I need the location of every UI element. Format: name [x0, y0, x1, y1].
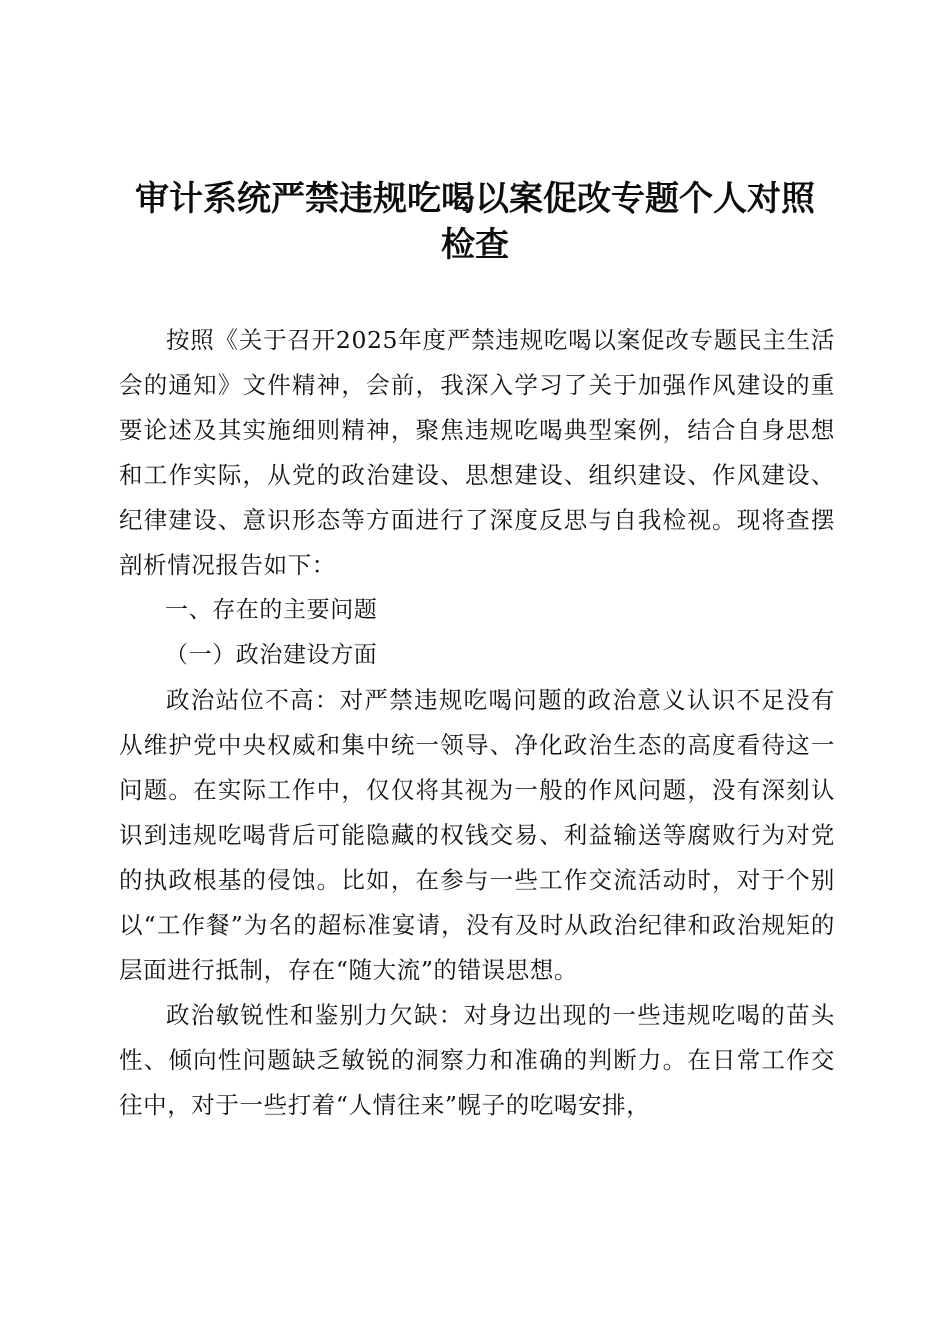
document-body	[119, 318, 835, 1128]
document-title	[110, 176, 840, 268]
body-paragraph-2: 政治敏锐性和鉴别力欠缺：对身边出现的一些违规吃喝的苗头性、倾向性问题缺乏敏锐的洞察力和准确的判断力。在日常工作交往中，对于一些打着“人情往来”幌子的吃喝安排，	[119, 1001, 835, 1119]
section-heading: 一、存在的主要问题	[165, 597, 378, 623]
subsection-heading: （一）政治建设方面	[165, 642, 378, 668]
body-paragraph-1: 政治站位不高：对严禁违规吃喝问题的政治意义认识不足没有从维护党中央权威和集中统一领导、净化政治生态的高度看待这一问题。在实际工作中，仅仅将其视为一般的作风问题，没有深刻认识到违规吃喝背后可能隐藏的权钱交易、利益输送等腐败行为对党的执政根基的侵蚀。比如，在参与一些工作交流活动时，对于个别以“工作餐”为名的超标准宴请，没有及时从政治纪律和政治规矩的层面进行抵制，存在“随大流”的错误思想。	[119, 686, 835, 984]
title-line-1: 审计系统严禁违规吃喝以案促改专题个人对照	[135, 179, 815, 219]
title-line-2: 检查	[441, 225, 509, 265]
intro-paragraph: 按照《关于召开2025年度严禁违规吃喝以案促改专题民主生活会的通知》文件精神，会前，我深入学习了关于加强作风建设的重要论述及其实施细则精神，聚焦违规吃喝典型案例，结合自身思想和工作实际，从党的政治建设、思想建设、组织建设、作风建设、纪律建设、意识形态等方面进行了深度反思与自我检视。现将查摆剖析情况报告如下：	[119, 326, 835, 579]
